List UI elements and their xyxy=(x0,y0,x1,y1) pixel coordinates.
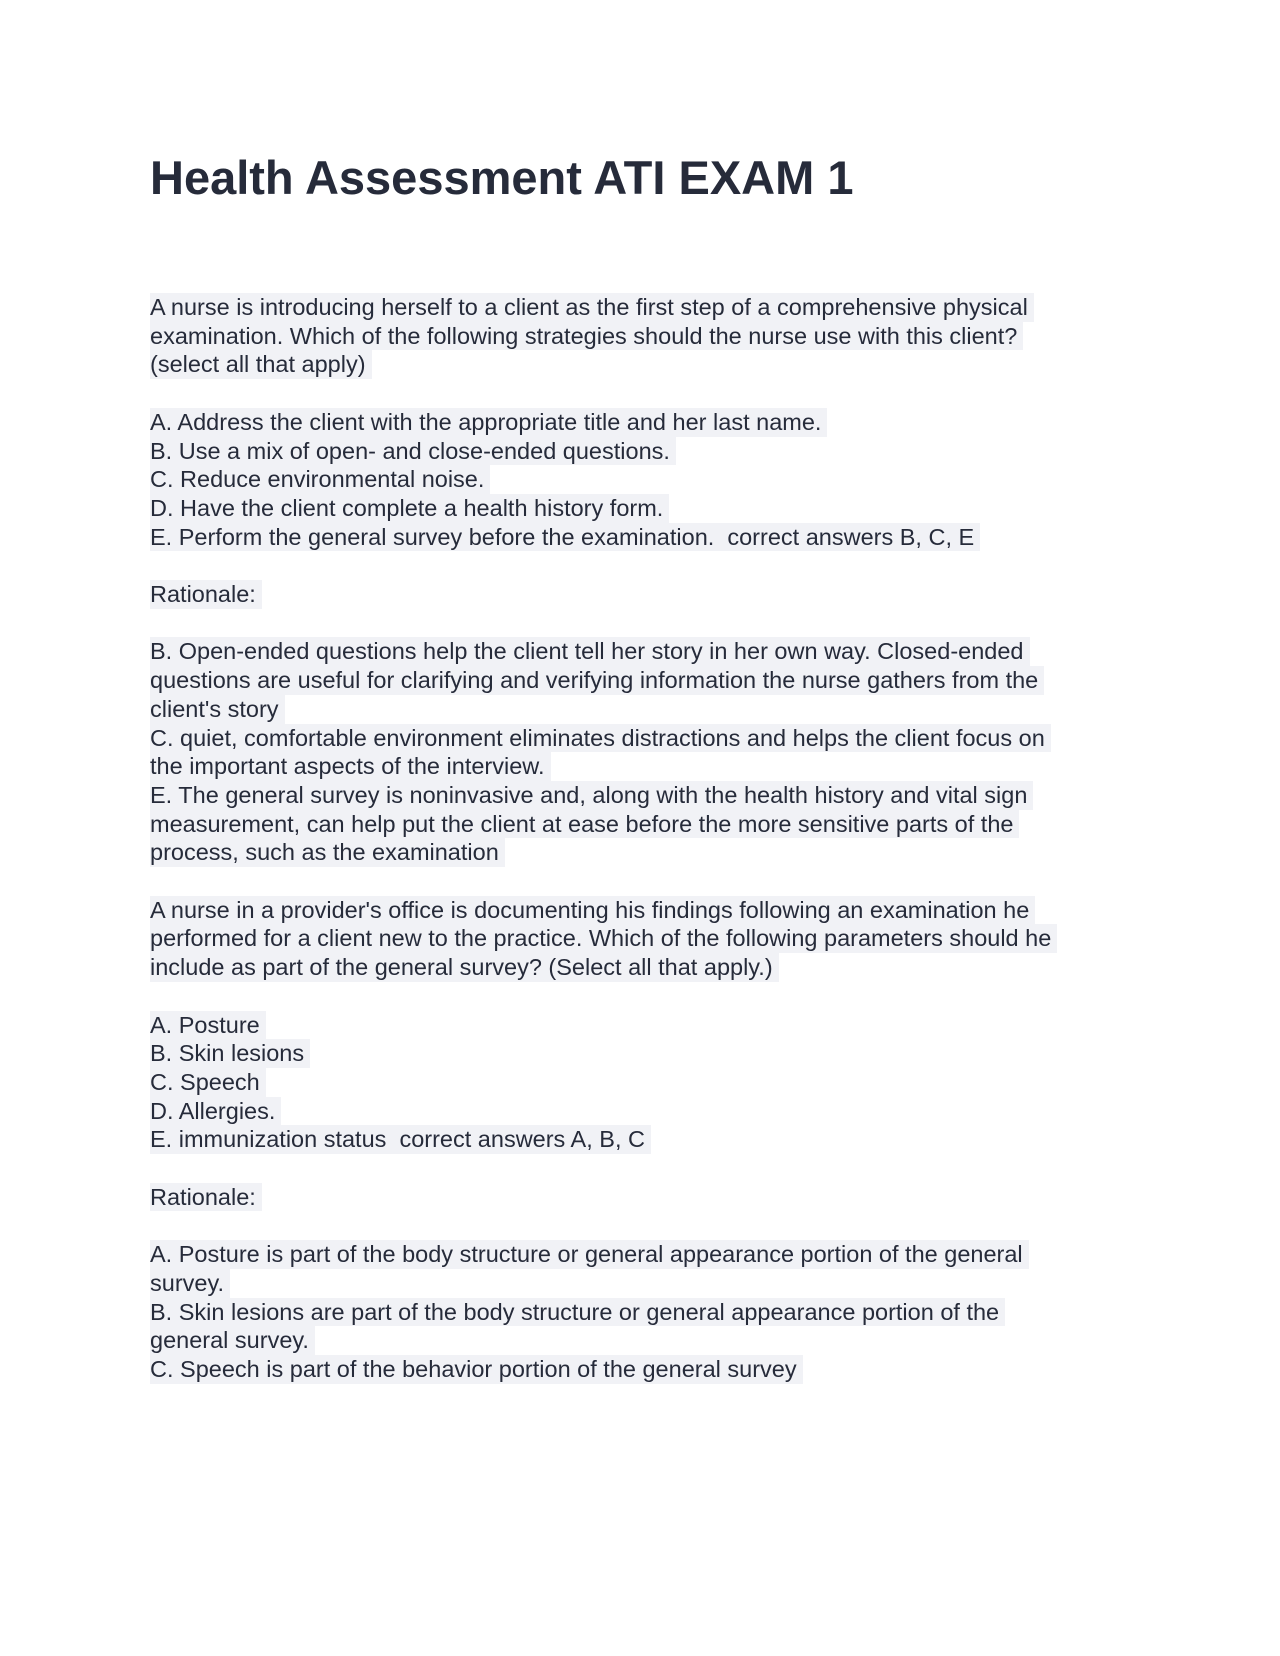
text-line: E. The general survey is noninvasive and, along with the health history and vital sign xyxy=(150,781,1033,810)
text-line: B. Open-ended questions help the client tell her story in her own way. Closed-ended xyxy=(150,637,1030,666)
answer-option: C. Speech xyxy=(150,1068,266,1097)
answer-option: C. Reduce environmental noise. xyxy=(150,465,490,494)
text-line: C. Speech is part of the behavior portion of the general survey xyxy=(150,1355,803,1384)
answer-option: E. immunization status correct answers A, B, C xyxy=(150,1125,651,1154)
question-1-stem xyxy=(150,293,1150,379)
answer-option: D. Have the client complete a health history form. xyxy=(150,494,669,523)
question-1-rationale xyxy=(150,637,1150,867)
text-line: client's story xyxy=(150,695,285,724)
text-line: measurement, can help put the client at ease before the more sensitive parts of the xyxy=(150,810,1019,839)
text-line: questions are useful for clarifying and verifying information the nurse gathers from the xyxy=(150,666,1044,695)
document-title: Health Assessment ATI EXAM 1 xyxy=(150,151,854,204)
answer-option: B. Use a mix of open- and close-ended questions. xyxy=(150,437,676,466)
text-line: A. Posture is part of the body structure or general appearance portion of the general xyxy=(150,1240,1029,1269)
text-line: C. quiet, comfortable environment eliminates distractions and helps the client focus on xyxy=(150,724,1051,753)
question-2-rationale xyxy=(150,1240,1150,1384)
rationale-label: Rationale: xyxy=(150,1183,262,1212)
answer-option: A. Address the client with the appropriate title and her last name. xyxy=(150,408,827,437)
text-line: process, such as the examination xyxy=(150,838,505,867)
answer-option: B. Skin lesions xyxy=(150,1039,310,1068)
text-line: examination. Which of the following strategies should the nurse use with this client? xyxy=(150,322,1023,351)
answer-option: A. Posture xyxy=(150,1011,266,1040)
text-line: A nurse in a provider's office is documenting his findings following an examination he xyxy=(150,896,1035,925)
text-line: A nurse is introducing herself to a client as the first step of a comprehensive physical xyxy=(150,293,1034,322)
question-1-rationale-heading xyxy=(150,580,1150,609)
text-line: general survey. xyxy=(150,1326,315,1355)
question-2-options xyxy=(150,1011,1150,1155)
question-2-stem xyxy=(150,896,1150,982)
question-1-options xyxy=(150,408,1150,552)
text-line: the important aspects of the interview. xyxy=(150,752,551,781)
text-line: (select all that apply) xyxy=(150,350,372,379)
text-line: survey. xyxy=(150,1269,230,1298)
rationale-label: Rationale: xyxy=(150,580,262,609)
text-line: performed for a client new to the practice. Which of the following parameters should he xyxy=(150,924,1057,953)
answer-option: E. Perform the general survey before the examination. correct answers B, C, E xyxy=(150,523,980,552)
text-line: B. Skin lesions are part of the body structure or general appearance portion of the xyxy=(150,1298,1005,1327)
document-body xyxy=(150,293,1150,1412)
answer-option: D. Allergies. xyxy=(150,1097,281,1126)
text-line: include as part of the general survey? (Select all that apply.) xyxy=(150,953,779,982)
question-2-rationale-heading xyxy=(150,1183,1150,1212)
